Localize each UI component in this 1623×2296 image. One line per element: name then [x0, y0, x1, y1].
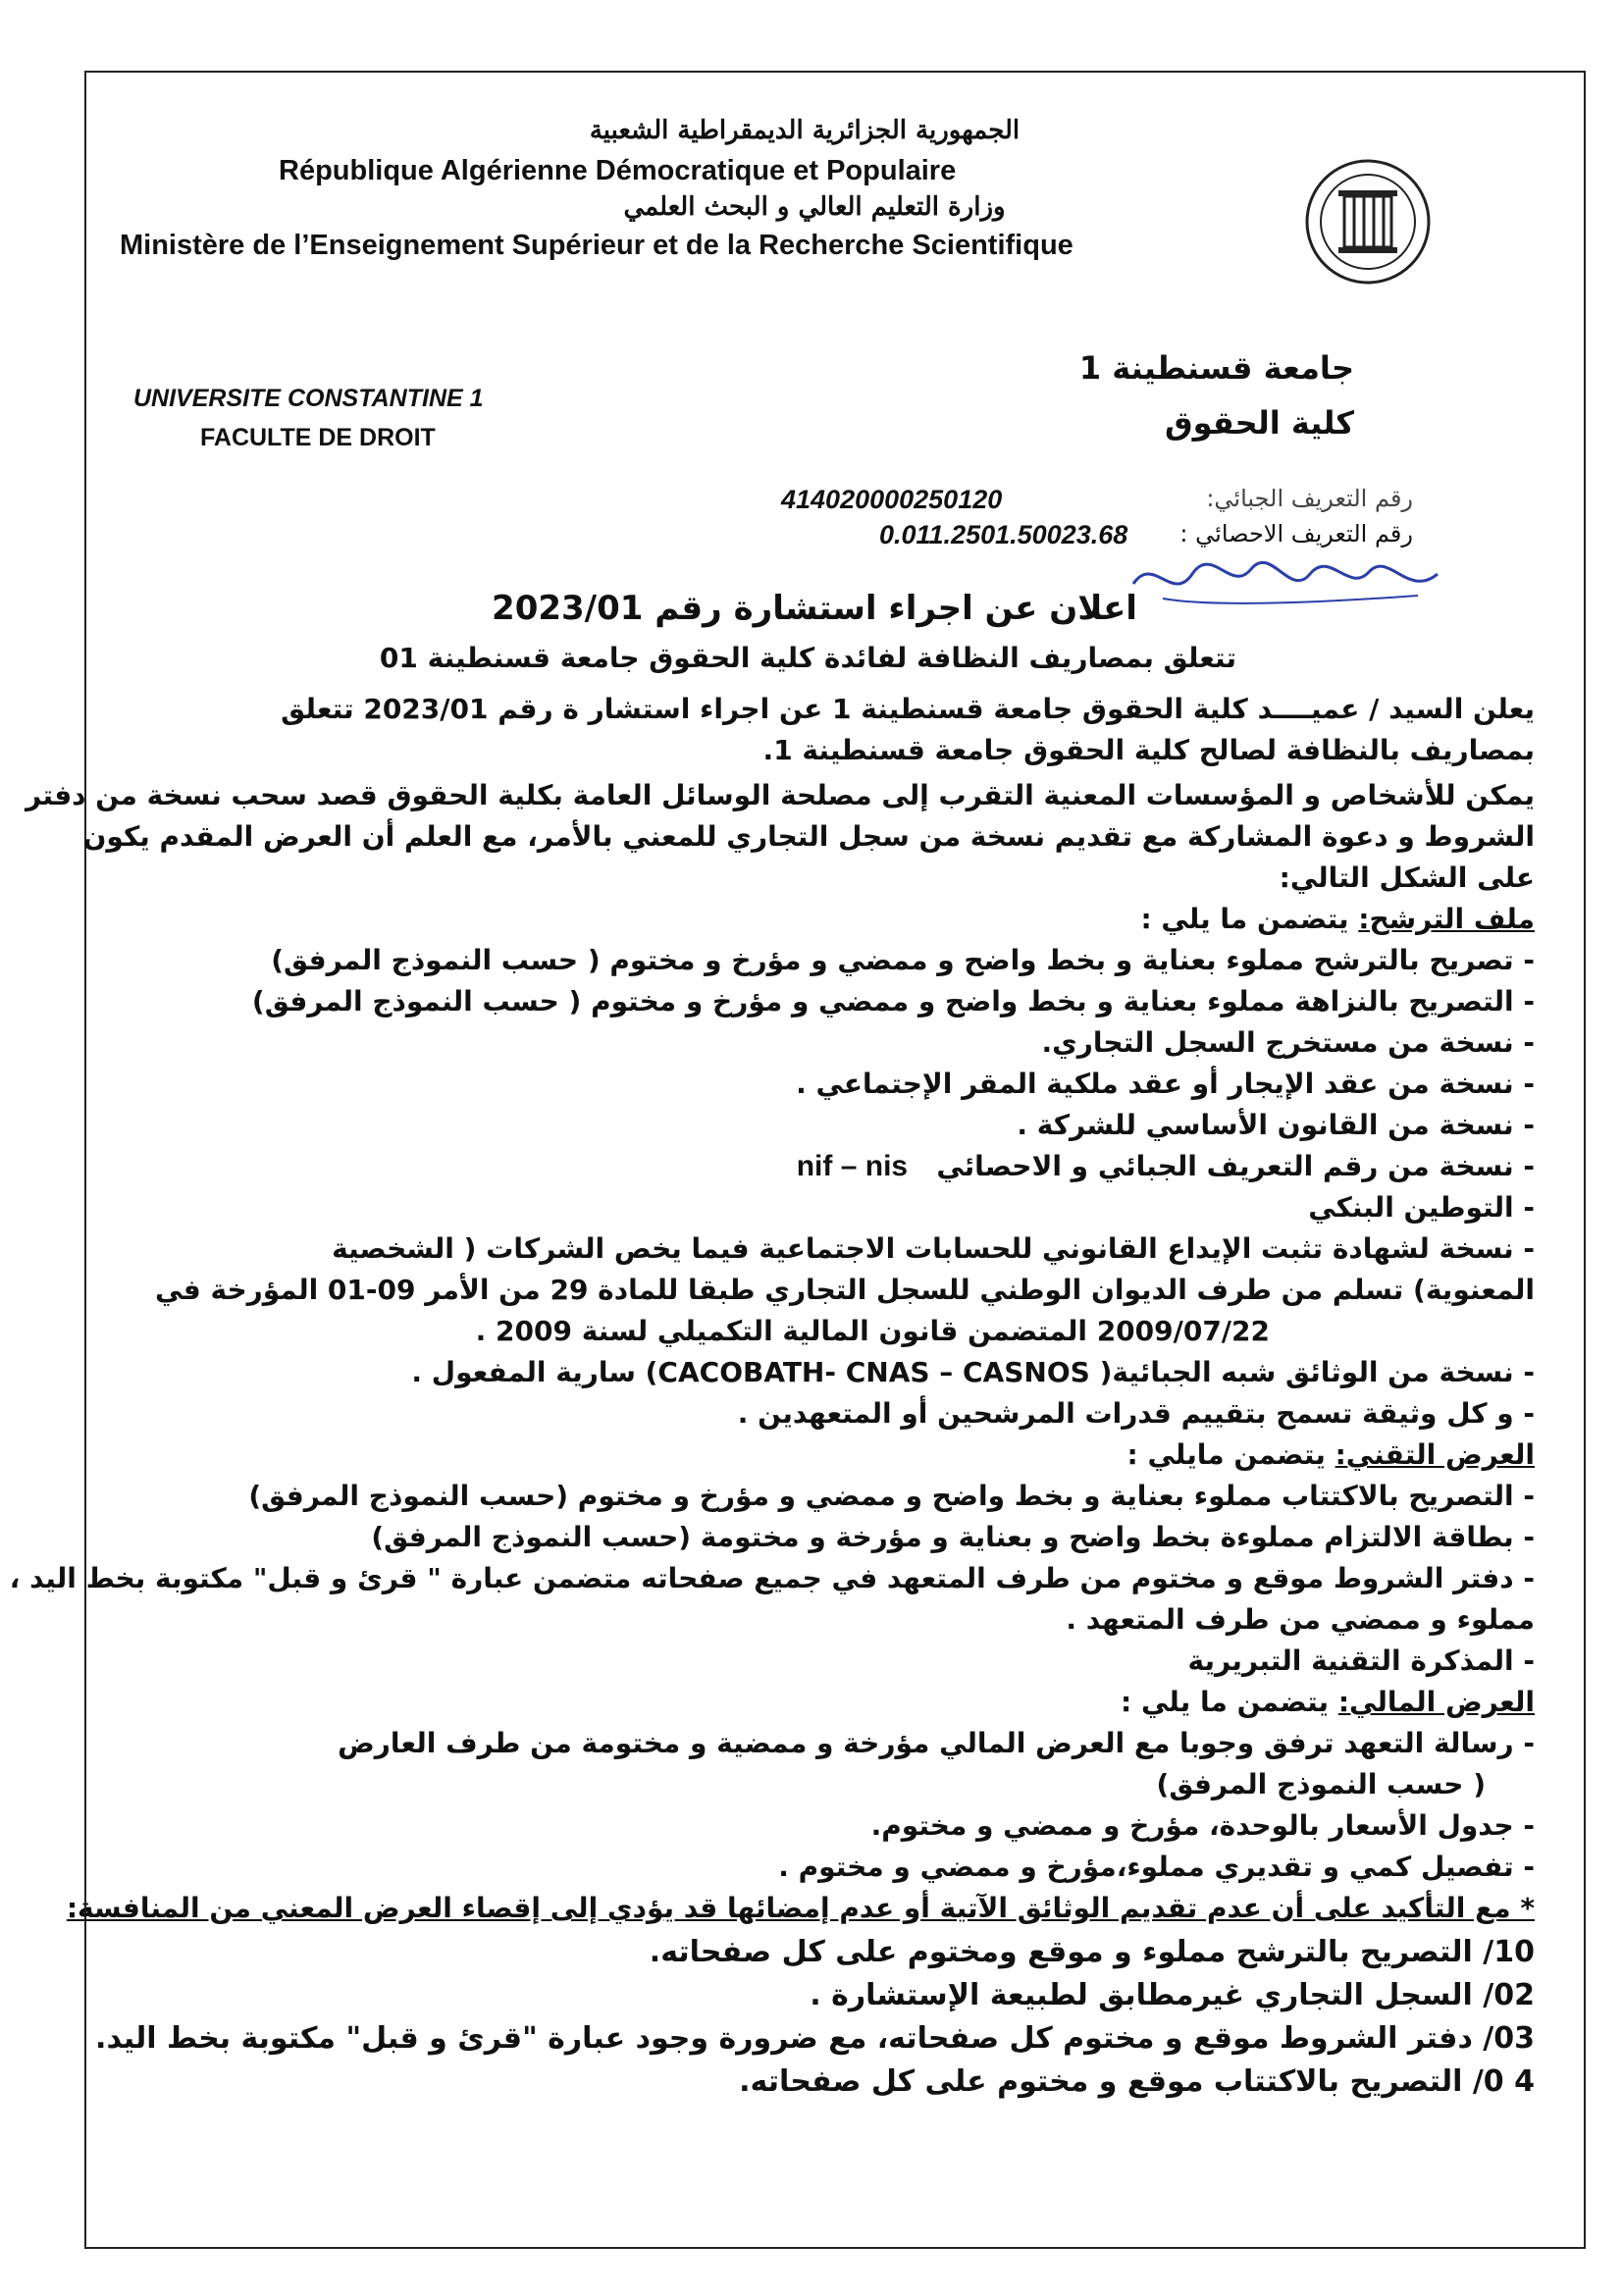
candidature-item: - نسخة من رقم التعريف الجبائي و الاحصائي: [936, 1150, 1535, 1182]
university-french: UNIVERSITE CONSTANTINE 1: [133, 385, 484, 412]
candidature-item: - نسخة من الوثائق شبه الجبائية( CACOBATH- CNAS – CASNOS) سارية المفعول .: [411, 1356, 1535, 1388]
candidature-item: - نسخة من عقد الإيجار أو عقد ملكية المقر الإجتماعي .: [796, 1068, 1535, 1100]
candidature-heading: ملف الترشح:: [1358, 903, 1535, 935]
financial-heading-line: [122, 1686, 1535, 1718]
intro-line-1: يعلن السيد / عميــــد كلية الحقوق جامعة قسنطينة 1 عن اجراء استشار ة رقم 2023/01 تتعلق: [281, 693, 1535, 725]
tax-id-label: رقم التعريف الجبائي:: [1206, 485, 1413, 512]
handwritten-reference-icon: [1124, 545, 1457, 613]
candidature-item: - تصريح بالترشح مملوء بعناية و بخط واضح و ممضي و مؤرخ و مختوم ( حسب النموذج المرفق): [271, 944, 1535, 976]
candidature-item: - نسخة من القانون الأساسي للشركة .: [1017, 1109, 1535, 1141]
candidature-item: - التوطين البنكي: [1308, 1191, 1535, 1224]
candidature-item-nif-line: [122, 1150, 1535, 1183]
announcement-subtitle: تتعلق بمصاريف النظافة لفائدة كلية الحقوق جامعة قسنطينة 01: [379, 642, 1236, 674]
republic-arabic: الجمهورية الجزائرية الديمقراطية الشعبية: [589, 116, 1021, 145]
candidature-item: - و كل وثيقة تسمح بتقييم قدرات المرشحين أو المتعهدين .: [737, 1397, 1535, 1430]
candidature-heading-line: [122, 903, 1535, 935]
nif-nis-label: nif – nis: [796, 1150, 909, 1182]
handwritten-reference: [1124, 545, 1457, 617]
ministry-french: Ministère de l’Enseignement Supérieur et de la Recherche Scientifique: [120, 230, 1073, 261]
candidature-heading-tail: يتضمن ما يلي :: [1140, 903, 1359, 935]
candidature-item: - نسخة لشهادة تثبت الإيداع القانوني للحسابات الاجتماعية فيما يخص الشركات ( الشخصية: [332, 1232, 1535, 1265]
university-seal-icon: [1303, 157, 1433, 287]
exclusion-item: 10/ التصريح بالترشح مملوء و موقع ومختوم على كل صفحاته.: [649, 1935, 1535, 1969]
stat-id-value: 0.011.2501.50023.68: [879, 520, 1128, 549]
exclusion-item: 02/ السجل التجاري غيرمطابق لطبيعة الإستشارة .: [810, 1978, 1535, 2012]
financial-item: - رسالة التعهد ترفق وجوبا مع العرض المالي مؤرخة و ممضية و مختومة من طرف العارض: [338, 1727, 1535, 1759]
candidature-item: - التصريح بالنزاهة مملوء بعناية و بخط واضح و ممضي و مؤرخ و مختوم ( حسب النموذج المرفق): [251, 985, 1535, 1018]
paragraph-line-1: يمكن للأشخاص و المؤسسات المعنية التقرب إلى مصلحة الوسائل العامة بكلية الحقوق قصد سحب نسخة من دفتر: [26, 779, 1535, 811]
candidature-item: 2009/07/22 المتضمن قانون المالية التكميلي لسنة 2009 .: [475, 1315, 1270, 1347]
stat-id-label: رقم التعريف الاحصائي :: [1179, 520, 1413, 548]
technical-item: مملوء و ممضي من طرف المتعهد .: [1066, 1603, 1535, 1636]
financial-item: - جدول الأسعار بالوحدة، مؤرخ و ممضي و مختوم.: [870, 1809, 1535, 1842]
technical-heading-tail: يتضمن مايلي :: [1126, 1438, 1335, 1471]
technical-heading-line: [122, 1438, 1535, 1471]
intro-line-2: بمصاريف بالنظافة لصالح كلية الحقوق جامعة قسنطينة 1.: [762, 734, 1535, 766]
republic-french: République Algérienne Démocratique et Populaire: [279, 155, 957, 186]
financial-item: ( حسب النموذج المرفق): [1156, 1768, 1486, 1800]
candidature-item: المعنوية) تسلم من طرف الديوان الوطني للسجل التجاري طبقا للمادة 29 من الأمر 09-01 المؤرخة في: [155, 1274, 1535, 1306]
technical-item: - دفتر الشروط موقع و مختوم من طرف المتعهد في جميع صفحاته متضمن عبارة " قرئ و قبل" مكتوبة بخط اليد ،: [9, 1562, 1535, 1594]
ministry-arabic: وزارة التعليم العالي و البحث العلمي: [623, 192, 1006, 222]
faculty-arabic: كلية الحقوق: [1164, 404, 1354, 442]
financial-heading-tail: يتضمن ما يلي :: [1121, 1686, 1338, 1718]
paragraph-line-2: الشروط و دعوة المشاركة مع تقديم نسخة من سجل التجاري للمعني بالأمر، مع العلم أن العرض المقدم يكون: [82, 820, 1535, 853]
exclusion-item: 03/ دفتر الشروط موقع و مختوم كل صفحاته، مع ضرورة وجود عبارة "قرئ و قبل" مكتوبة بخط اليد.: [95, 2021, 1535, 2056]
exclusion-warning: * مع التأكيد على أن عدم تقديم الوثائق الآتية أو عدم إمضائها قد يؤدي إلى إقصاء العرض المعني من المنافسة:: [66, 1892, 1535, 1924]
financial-heading: العرض المالي:: [1337, 1686, 1535, 1718]
faculty-french: FACULTE DE DROIT: [200, 424, 436, 451]
financial-item: - تفصيل كمي و تقديري مملوء،مؤرخ و ممضي و مختوم .: [778, 1851, 1535, 1883]
announcement-title: اعلان عن اجراء استشارة رقم 2023/01: [492, 589, 1137, 628]
tax-id-value: 414020000250120: [781, 485, 1003, 514]
paragraph-line-3: على الشكل التالي:: [1279, 861, 1535, 894]
technical-heading: العرض التقني:: [1335, 1438, 1535, 1471]
technical-item: - المذكرة التقنية التبريرية: [1187, 1644, 1535, 1677]
technical-item: - بطاقة الالتزام مملوءة بخط واضح و بعناية و مؤرخة و مختومة (حسب النموذج المرفق): [371, 1521, 1535, 1553]
technical-item: - التصريح بالاكتتاب مملوء بعناية و بخط واضح و ممضي و مؤرخ و مختوم (حسب النموذج المرفق): [248, 1480, 1535, 1512]
candidature-item: - نسخة من مستخرج السجل التجاري.: [1041, 1026, 1535, 1059]
university-arabic: جامعة قسنطينة 1: [1078, 349, 1354, 387]
exclusion-item: 4 0/ التصريح بالاكتتاب موقع و مختوم على كل صفحاته.: [739, 2064, 1535, 2099]
